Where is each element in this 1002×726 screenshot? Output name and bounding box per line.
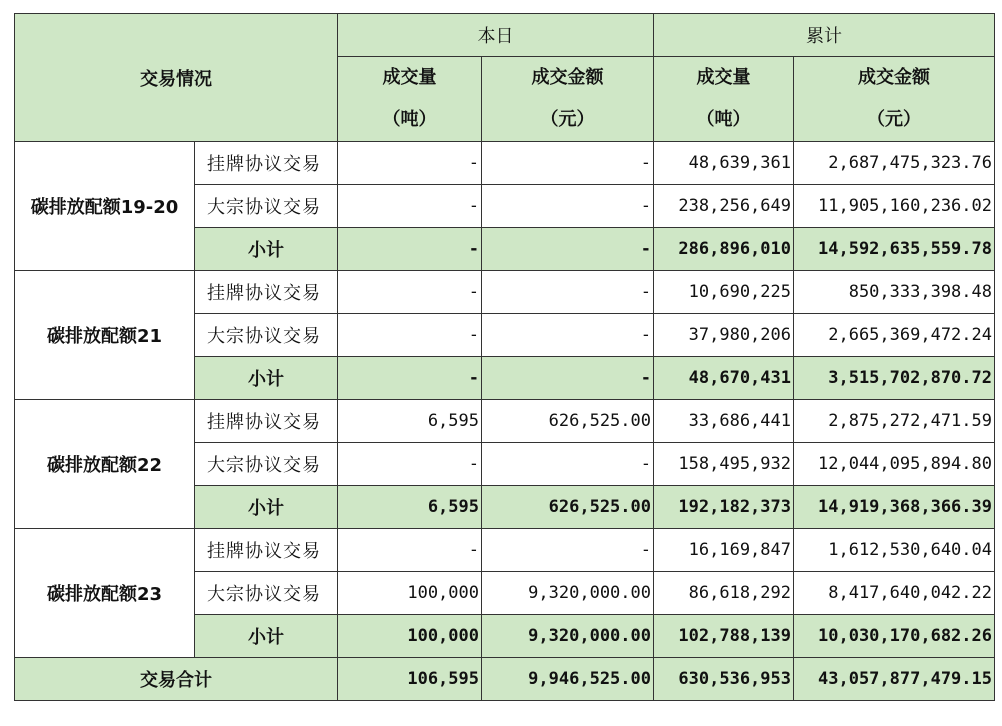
- header-today-amount: [482, 57, 654, 142]
- subtotal-label: 小计: [195, 357, 338, 400]
- today-volume: 100,000: [338, 615, 482, 658]
- cum-amount: 12,044,095,894.80: [794, 443, 995, 486]
- trade-type: 大宗协议交易: [195, 185, 338, 228]
- trade-type: 大宗协议交易: [195, 443, 338, 486]
- header-cum-volume: [654, 57, 794, 142]
- cum-amount: 3,515,702,870.72: [794, 357, 995, 400]
- total-row: [15, 658, 995, 701]
- table-row: [15, 142, 995, 185]
- cum-volume: 33,686,441: [654, 400, 794, 443]
- total-today-volume: 106,595: [338, 658, 482, 701]
- subtotal-label: 小计: [195, 228, 338, 271]
- today-amount: -: [482, 271, 654, 314]
- cum-amount: 14,592,635,559.78: [794, 228, 995, 271]
- cum-amount: 11,905,160,236.02: [794, 185, 995, 228]
- header-volume-label: 成交量: [382, 67, 437, 88]
- header-amount-unit: （元）: [540, 109, 595, 130]
- cum-volume: 48,639,361: [654, 142, 794, 185]
- header-volume-unit: （吨）: [696, 109, 751, 130]
- header-amount-label: 成交金额: [858, 67, 930, 88]
- total-cum-volume: 630,536,953: [654, 658, 794, 701]
- today-volume: -: [338, 529, 482, 572]
- today-volume: -: [338, 185, 482, 228]
- group-name: 碳排放配额19-20: [15, 142, 195, 271]
- today-amount: -: [482, 314, 654, 357]
- cum-volume: 37,980,206: [654, 314, 794, 357]
- table-row: [15, 400, 995, 443]
- header-amount-unit: （元）: [867, 109, 921, 130]
- trade-type: 大宗协议交易: [195, 314, 338, 357]
- header-amount-label: 成交金额: [531, 67, 604, 88]
- today-amount: -: [482, 228, 654, 271]
- cum-volume: 158,495,932: [654, 443, 794, 486]
- trade-type: 挂牌协议交易: [195, 529, 338, 572]
- today-amount: -: [482, 443, 654, 486]
- today-volume: -: [338, 314, 482, 357]
- cum-amount: 2,875,272,471.59: [794, 400, 995, 443]
- cum-amount: 10,030,170,682.26: [794, 615, 995, 658]
- today-volume: 6,595: [338, 400, 482, 443]
- cum-amount: 2,687,475,323.76: [794, 142, 995, 185]
- group-name: 碳排放配额22: [15, 400, 195, 529]
- today-volume: 6,595: [338, 486, 482, 529]
- today-volume: -: [338, 357, 482, 400]
- cum-volume: 286,896,010: [654, 228, 794, 271]
- cum-volume: 86,618,292: [654, 572, 794, 615]
- trade-type: 挂牌协议交易: [195, 400, 338, 443]
- total-cum-amount: 43,057,877,479.15: [794, 658, 995, 701]
- table-row: [15, 271, 995, 314]
- header-volume-label: 成交量: [696, 67, 751, 88]
- cum-amount: 850,333,398.48: [794, 271, 995, 314]
- header-cum-amount: [794, 57, 995, 142]
- total-label: 交易合计: [15, 658, 338, 701]
- cum-volume: 48,670,431: [654, 357, 794, 400]
- today-amount: 9,320,000.00: [482, 572, 654, 615]
- today-volume: -: [338, 228, 482, 271]
- cum-amount: 1,612,530,640.04: [794, 529, 995, 572]
- cum-volume: 102,788,139: [654, 615, 794, 658]
- today-amount: -: [482, 529, 654, 572]
- header-today: 本日: [338, 14, 654, 57]
- carbon-trading-table: [14, 13, 995, 701]
- header-corner: 交易情况: [15, 14, 338, 142]
- cum-amount: 2,665,369,472.24: [794, 314, 995, 357]
- header-cumulative: 累计: [654, 14, 995, 57]
- cum-volume: 10,690,225: [654, 271, 794, 314]
- group-name: 碳排放配额21: [15, 271, 195, 400]
- table-row: [15, 529, 995, 572]
- today-volume: -: [338, 443, 482, 486]
- trade-type: 挂牌协议交易: [195, 142, 338, 185]
- today-volume: -: [338, 142, 482, 185]
- today-amount: -: [482, 185, 654, 228]
- cum-volume: 238,256,649: [654, 185, 794, 228]
- subtotal-label: 小计: [195, 486, 338, 529]
- cum-amount: 14,919,368,366.39: [794, 486, 995, 529]
- cum-volume: 192,182,373: [654, 486, 794, 529]
- today-amount: 626,525.00: [482, 400, 654, 443]
- cum-amount: 8,417,640,042.22: [794, 572, 995, 615]
- header-today-volume: [338, 57, 482, 142]
- today-amount: -: [482, 357, 654, 400]
- today-amount: -: [482, 142, 654, 185]
- today-volume: 100,000: [338, 572, 482, 615]
- subtotal-label: 小计: [195, 615, 338, 658]
- cum-volume: 16,169,847: [654, 529, 794, 572]
- total-today-amount: 9,946,525.00: [482, 658, 654, 701]
- header-volume-unit: （吨）: [382, 109, 437, 130]
- today-amount: 9,320,000.00: [482, 615, 654, 658]
- today-amount: 626,525.00: [482, 486, 654, 529]
- trade-type: 大宗协议交易: [195, 572, 338, 615]
- trade-type: 挂牌协议交易: [195, 271, 338, 314]
- today-volume: -: [338, 271, 482, 314]
- group-name: 碳排放配额23: [15, 529, 195, 658]
